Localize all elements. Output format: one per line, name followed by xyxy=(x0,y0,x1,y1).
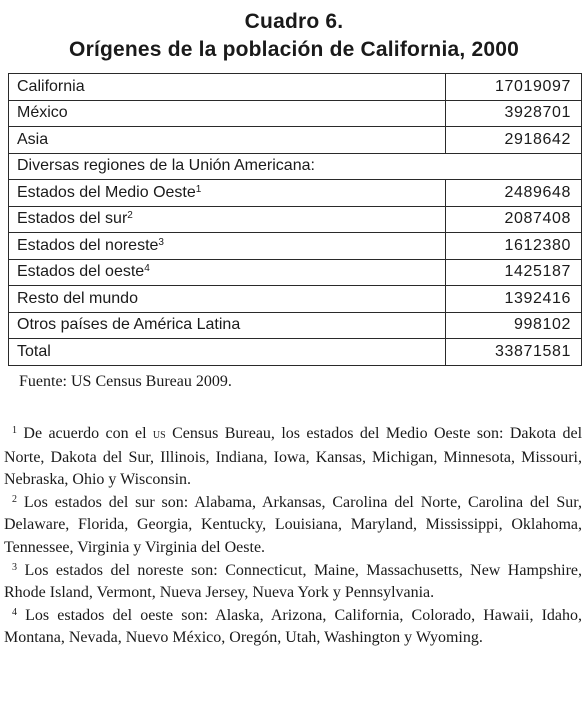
table-row xyxy=(9,180,582,207)
population-origins-table xyxy=(8,73,582,366)
table-row-section-header xyxy=(9,153,582,180)
row-label: México xyxy=(9,100,446,127)
row-value: 2087408 xyxy=(446,206,582,233)
row-label: Estados del Medio Oeste$^1$ xyxy=(9,180,446,207)
footnote-ref: 1 xyxy=(195,183,202,195)
row-value: 2918642 xyxy=(446,127,582,154)
row-label: Total xyxy=(9,339,446,366)
table-row-total xyxy=(9,339,582,366)
table-row xyxy=(9,233,582,260)
table-row xyxy=(9,206,582,233)
row-value: 17019097 xyxy=(446,74,582,101)
row-label: Resto del mundo xyxy=(9,286,446,313)
row-label: Otros países de América Latina xyxy=(9,312,446,339)
footnote-ref: 4 xyxy=(144,263,150,275)
table-row xyxy=(9,127,582,154)
row-value: 998102 xyxy=(446,312,582,339)
row-label: Estados del sur$^2$ xyxy=(9,206,446,233)
row-value: 33871581 xyxy=(446,339,582,366)
footnote-ref: 2 xyxy=(127,210,133,222)
row-label: Estados del noreste$^3$ xyxy=(9,233,446,260)
table-caption-title: Orígenes de la población de California, 2000 xyxy=(69,38,519,61)
footnote: $^4$ Los estados del oeste son: Alaska, Arizona, California, Colorado, Hawaii, Idaho, Montana, Nevada, Nuevo México, Oregón, Utah, Washington y Wyoming. xyxy=(4,606,583,647)
table-row xyxy=(9,74,582,101)
footnote: $^1$ De acuerdo con el us Census Bureau, los estados del Medio Oeste son: Dakota del Norte, Dakota del Sur, Illinois, Indiana, Iowa, Kansas, Michigan, Minnesota, Missouri, Nebraska, Ohio y Wisconsin. xyxy=(4,425,583,489)
row-label: Asia xyxy=(9,127,446,154)
row-value: 1392416 xyxy=(446,286,582,313)
footnote-number: 3 xyxy=(12,561,17,573)
table-row xyxy=(9,286,582,313)
table-row xyxy=(9,312,582,339)
row-label: Estados del oeste$^4$ xyxy=(9,259,446,286)
row-value: 3928701 xyxy=(446,100,582,127)
table-row xyxy=(9,259,582,286)
table-row xyxy=(9,100,582,127)
footnote-number: 4 xyxy=(12,606,17,618)
row-value: 1612380 xyxy=(446,233,582,260)
section-header-label: Diversas regiones de la Unión Americana: xyxy=(9,153,582,180)
abbreviation: us xyxy=(152,427,166,442)
footnote: $^3$ Los estados del noreste son: Connecticut, Maine, Massachusetts, New Hampshire, Rhode Island, Vermont, Nueva Jersey, Nueva York y Pennsylvania. xyxy=(4,561,583,602)
footnote-ref: 3 xyxy=(158,236,164,248)
table-caption-number: Cuadro 6. xyxy=(244,10,344,33)
table-source: Fuente: US Census Bureau 2009. xyxy=(19,373,232,390)
footnotes xyxy=(4,423,582,650)
footnote-number: 1 xyxy=(12,425,17,436)
row-value: 1425187 xyxy=(446,259,582,286)
footnote-number: 2 xyxy=(12,493,17,505)
row-label: California xyxy=(9,74,446,101)
row-value: 2489648 xyxy=(446,180,582,207)
footnote: $^2$ Los estados del sur son: Alabama, Arkansas, Carolina del Norte, Carolina del Sur, Delaware, Florida, Georgia, Kentucky, Louisiana, Maryland, Mississippi, Oklahoma, Tennessee, Virginia y Virginia del Oeste. xyxy=(4,493,582,556)
